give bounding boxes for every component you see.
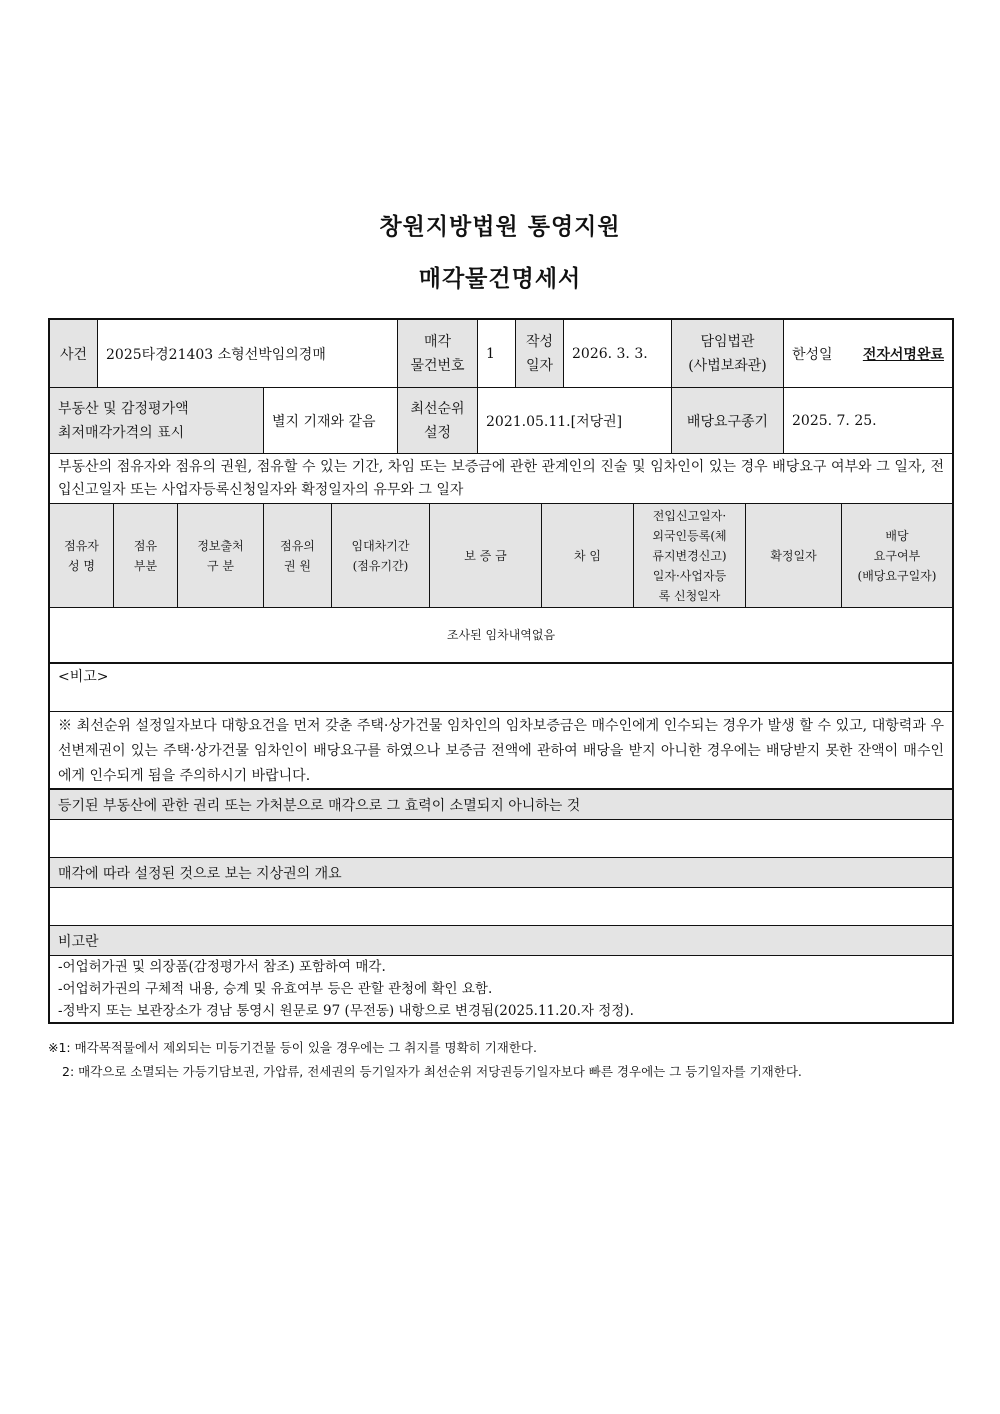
property-value: 별지 기재와 같음 xyxy=(264,388,398,454)
date-label: 작성 일자 xyxy=(516,320,564,388)
footnote-1: ※1: 매각목적물에서 제외되는 미등기건물 등이 있을 경우에는 그 취지를 명확히 기재한다. xyxy=(48,1040,537,1055)
date-value: 2026. 3. 3. xyxy=(564,320,672,388)
case-label: 사건 xyxy=(50,320,98,388)
col-occupied-part: 점유 부분 xyxy=(114,504,178,608)
col-move-in-date: 전입신고일자· 외국인등록(체 류지변경신고) 일자·사업자등 록 신청일자 xyxy=(634,504,746,608)
remark-line: -어업허가권 및 의장품(감정평가서 참조) 포함하여 매각. xyxy=(58,959,386,975)
judge-value-cell xyxy=(784,320,952,388)
electronic-signature: 전자서명완료 xyxy=(862,346,944,363)
remarks-content xyxy=(50,956,952,1022)
col-occupant-name: 점유자 성 명 xyxy=(50,504,114,608)
remarks-title: 비고란 xyxy=(50,926,952,956)
rights-section-content xyxy=(50,820,952,858)
deadline-value: 2025. 7. 25. xyxy=(784,388,952,454)
case-value: 2025타경21403 소형선박임의경매 xyxy=(98,320,398,388)
surface-section-content xyxy=(50,888,952,926)
remark-line: -어업허가권의 구체적 내용, 승계 및 유효여부 등은 관할 관청에 확인 요함. xyxy=(58,981,493,997)
col-dividend-request: 배당 요구여부 (배당요구일자) xyxy=(842,504,952,608)
rights-section-title: 등기된 부동산에 관한 권리 또는 가처분으로 매각으로 그 효력이 소멸되지 아니하는 것 xyxy=(50,790,952,820)
occupancy-description: 부동산의 점유자와 점유의 권원, 점유할 수 있는 기간, 차임 또는 보증금에 관한 관계인의 진술 및 임차인이 있는 경우 배당요구 여부와 그 일자, 전입신고일자 또는 사업자등록신청일자와 확정일자의 유무와 그 일자 xyxy=(50,454,952,504)
priority-label: 최선순위 설정 xyxy=(398,388,478,454)
col-info-source: 정보출처 구 분 xyxy=(178,504,264,608)
col-occupancy-title: 점유의 권 원 xyxy=(264,504,332,608)
warning-notice: ※ 최선순위 설정일자보다 대항요건을 먼저 갖춘 주택·상가건물 임차인의 임차보증금은 매수인에게 인수되는 경우가 발생 할 수 있고, 대항력과 우선변제권이 있는 주택·상가건물 임차인이 배당요구를 하였으나 보증금 전액에 관하여 배당을 받지 아니한 경우에는 배당받지 못한 잔액이 매수인에게 인수되게 됨을 주의하시기 바랍니다. xyxy=(50,712,952,790)
document-title: 매각물건명세서 xyxy=(418,266,582,292)
priority-value: 2021.05.11.[저당권] xyxy=(478,388,672,454)
col-rent: 차 임 xyxy=(542,504,634,608)
item-number-value: 1 xyxy=(478,320,516,388)
remark-line: -정박지 또는 보관장소가 경남 통영시 원문로 97 (무전동) 내항으로 변경됨(2025.11.20.자 정정). xyxy=(58,1003,634,1019)
surface-section-title: 매각에 따라 설정된 것으로 보는 지상권의 개요 xyxy=(50,858,952,888)
no-tenant-message: 조사된 임차내역없음 xyxy=(50,608,952,664)
footnotes xyxy=(48,1036,958,1084)
footnote-2: 2: 매각으로 소멸되는 가등기담보권, 가압류, 전세권의 등기일자가 최선순위 저당권등기일자보다 빠른 경우에는 그 등기일자를 기재한다. xyxy=(62,1064,802,1079)
remark-label: <비고> xyxy=(50,664,952,712)
property-label: 부동산 및 감정평가액 최저매각가격의 표시 xyxy=(50,388,264,454)
deadline-label: 배당요구종기 xyxy=(672,388,784,454)
col-deposit: 보 증 금 xyxy=(430,504,542,608)
court-name: 창원지방법원 통영지원 xyxy=(379,214,621,240)
col-lease-period: 임대차기간 (점유기간) xyxy=(332,504,430,608)
item-number-label: 매각 물건번호 xyxy=(398,320,478,388)
judge-name: 한성일 xyxy=(792,346,833,363)
judge-label: 담임법관 (사법보좌관) xyxy=(672,320,784,388)
col-fixed-date: 확정일자 xyxy=(746,504,842,608)
statement-table xyxy=(48,318,954,1024)
